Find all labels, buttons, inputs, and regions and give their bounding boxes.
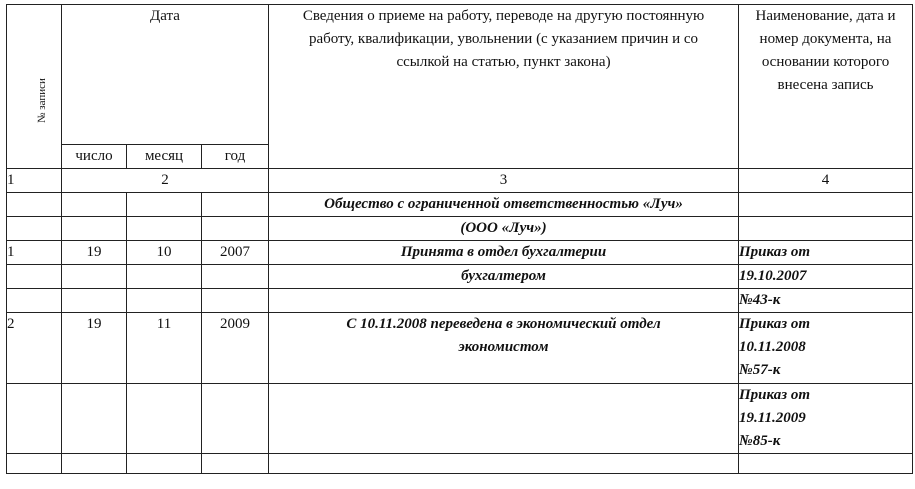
org-name: Общество с ограниченной ответственностью «Луч»: [269, 193, 739, 217]
entry-doc-line: 10.11.2008: [739, 339, 806, 355]
table-row: [7, 313, 913, 384]
table-row: [7, 454, 913, 474]
entry-info-line: С 10.11.2008 переведена в экономический отдел: [346, 316, 661, 332]
work-record-table: [6, 4, 913, 474]
record-no-label: № записи: [36, 78, 48, 123]
table-row: [7, 289, 913, 313]
entry-year: 2007: [202, 241, 269, 265]
entry-doc-line: №85-к: [739, 433, 781, 449]
entry-month: 11: [127, 313, 202, 384]
entry-info: бухгалтером: [269, 265, 739, 289]
header-row: [7, 5, 913, 145]
org-row-2: [7, 217, 913, 241]
entry-day: 19: [62, 241, 127, 265]
entry-doc-line: №57-к: [739, 362, 781, 378]
entry-info-line: экономистом: [458, 339, 549, 355]
table-row: [7, 265, 913, 289]
entry-doc: 19.10.2007: [739, 265, 913, 289]
org-short-name: (ООО «Луч»): [269, 217, 739, 241]
column-number-1: 1: [7, 169, 62, 193]
year-header: год: [202, 145, 269, 169]
info-header: Сведения о приеме на работу, переводе на другую постоянную работу, квалификации, увольнении (с указанием причин и со ссылкой на статью, пункт закона): [269, 5, 739, 169]
entry-doc-line: 19.11.2009: [739, 410, 806, 426]
entry-doc: Приказ от: [739, 241, 913, 265]
entry-year: 2009: [202, 313, 269, 384]
entry-doc-line: Приказ от: [739, 387, 811, 403]
month-header: месяц: [127, 145, 202, 169]
date-header: Дата: [62, 5, 269, 145]
entry-info: [269, 313, 739, 384]
org-row-1: [7, 193, 913, 217]
column-number-3: 3: [269, 169, 739, 193]
record-no-header: [7, 5, 62, 169]
doc-header: Наименование, дата и номер документа, на основании которого внесена запись: [739, 5, 913, 169]
entry-doc: [739, 313, 913, 384]
entry-doc: [739, 384, 913, 454]
day-header: число: [62, 145, 127, 169]
entry-doc: №43-к: [739, 289, 913, 313]
table-row: [7, 241, 913, 265]
entry-number: 1: [7, 241, 62, 265]
column-number-2: 2: [62, 169, 269, 193]
column-number-row: [7, 169, 913, 193]
entry-number: 2: [7, 313, 62, 384]
table-row: [7, 384, 913, 454]
entry-doc-line: Приказ от: [739, 316, 811, 332]
entry-info: Принята в отдел бухгалтерии: [269, 241, 739, 265]
column-number-4: 4: [739, 169, 913, 193]
entry-month: 10: [127, 241, 202, 265]
entry-day: 19: [62, 313, 127, 384]
